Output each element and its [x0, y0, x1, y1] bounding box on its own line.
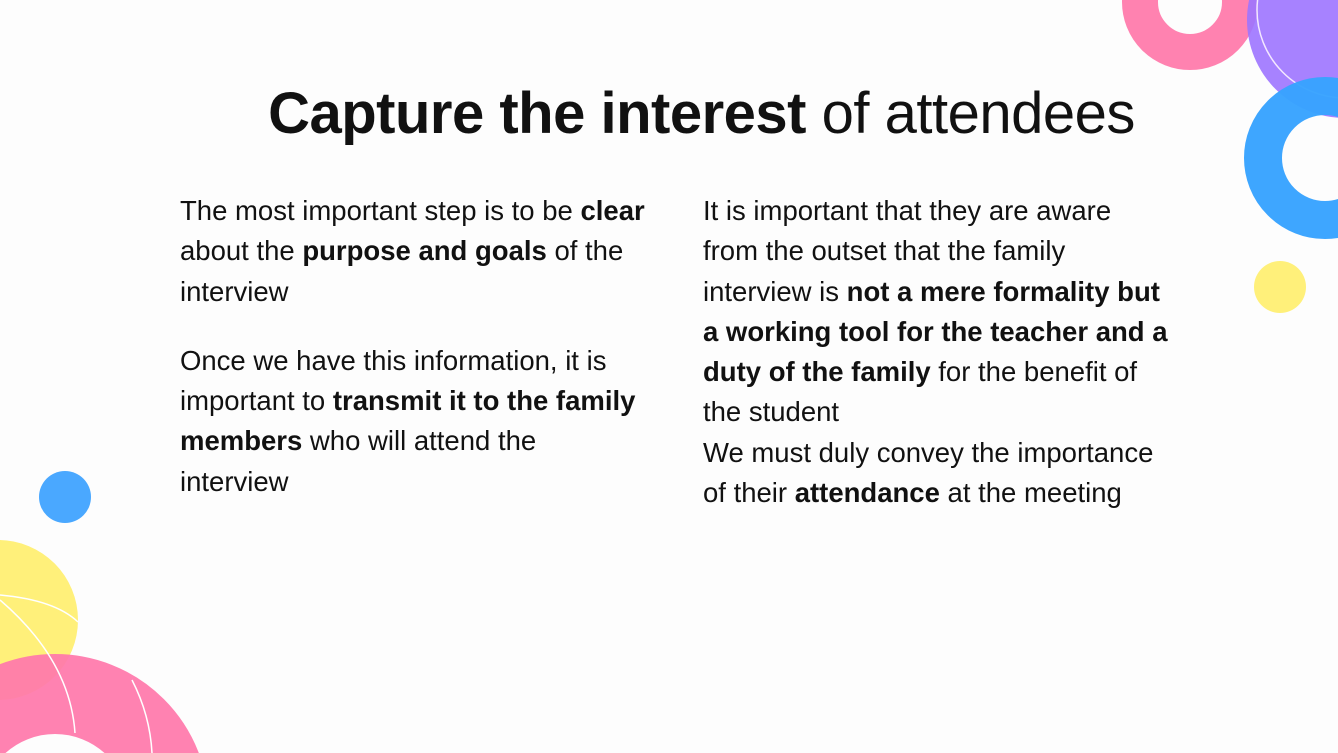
text-run: for the benefit of [930, 356, 1138, 388]
paragraph [180, 191, 650, 312]
yellow-circle-icon [0, 540, 78, 700]
title-regular: of attendees [806, 81, 1135, 146]
blue-dot-icon [39, 471, 91, 523]
paragraph [703, 191, 1173, 392]
text-run: The most important step is to be [180, 195, 581, 226]
text-run: We must duly convey the importance of their [703, 436, 1154, 509]
text-run: who will attend the interview [180, 425, 537, 497]
bold-text: purpose and goals [302, 235, 547, 267]
bold-text: transmit it to the family members [180, 385, 636, 457]
text-run: the student [703, 396, 840, 428]
text-run: It is important that they are aware from the outset that the family interview is [703, 195, 1112, 307]
white-arc-1 [0, 595, 78, 622]
text-run: at the meeting [939, 477, 1122, 509]
bold-text: not a mere formality but a working tool for the teacher and a duty of the family [703, 275, 1168, 388]
white-arc-3 [132, 680, 152, 753]
title-bold: Capture the interest [268, 81, 806, 146]
right-column-text [703, 191, 1173, 513]
yellow-dot-icon [1254, 261, 1306, 313]
paragraph [703, 433, 1173, 514]
pink-ring-top-icon [1140, 0, 1240, 52]
slide-title [0, 80, 1338, 147]
text-run: about the [180, 235, 303, 267]
left-column-text [180, 191, 650, 502]
bold-text: attendance [794, 477, 940, 509]
paragraph [703, 392, 1173, 432]
bold-text: clear [580, 195, 645, 226]
paragraph [180, 341, 650, 502]
text-run: of the interview [180, 235, 624, 307]
pink-ring-bottom-icon [0, 694, 169, 753]
text-run: Once we have this information, it is important to [180, 344, 607, 417]
white-arc-2 [0, 600, 75, 733]
